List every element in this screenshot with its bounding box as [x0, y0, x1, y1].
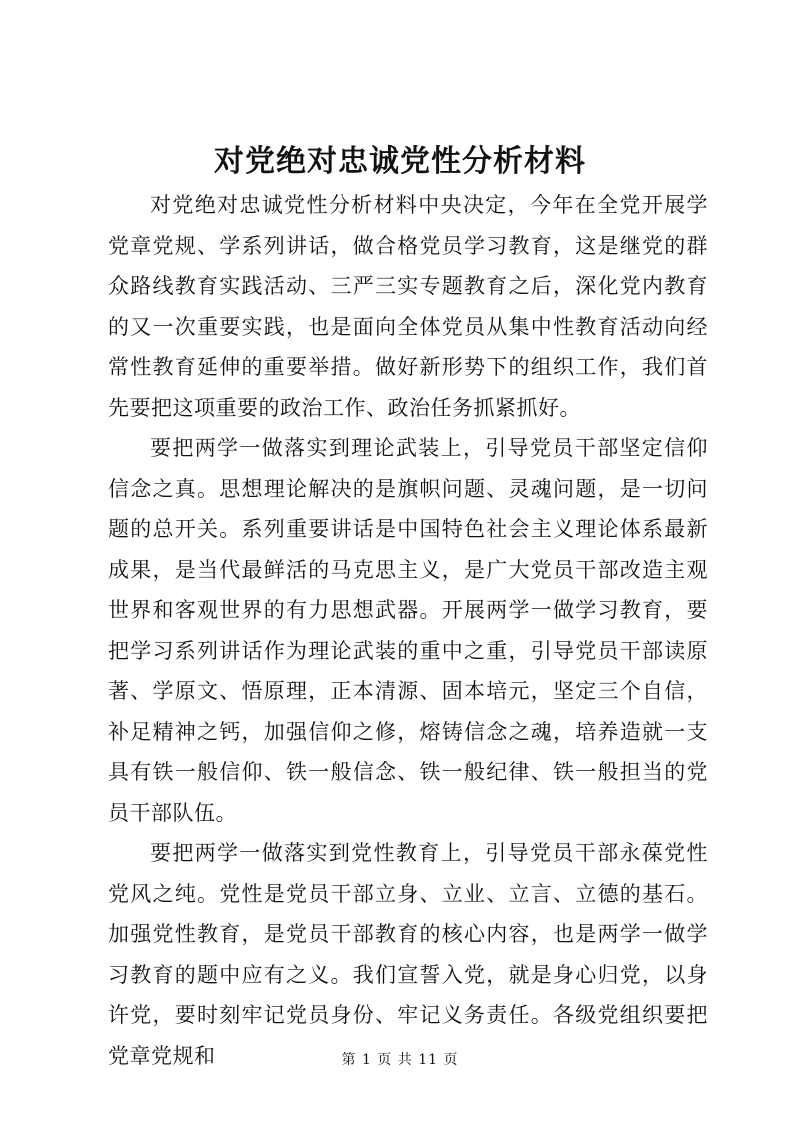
paragraph-3: 要把两学一做落实到党性教育上，引导党员干部永葆党性党风之纯。党性是党员干部立身、立业、立言、立德的基石。加强党性教育，是党员干部教育的核心内容，也是两学一做学习教育的题中应有之义。我们宣誓入党，就是身心归党，以身许党，要时刻牢记党员身份、牢记义务责任。各级党组织要把党章党规和: [108, 841, 708, 1068]
page-number-footer: 第 1 页 共 11 页: [341, 1052, 459, 1068]
document-body: [108, 185, 708, 1076]
paragraph-2: 要把两学一做落实到理论武装上，引导党员干部坚定信仰信念之真。思想理论解决的是旗帜问题、灵魂问题，是一切问题的总开关。系列重要讲话是中国特色社会主义理论体系最新成果，是当代最鲜活的马克思主义，是广大党员干部改造主观世界和客观世界的有力思想武器。开展两学一做学习教育，要把学习系列讲话作为理论武装的重中之重，引导党员干部读原著、学原文、悟原理，正本清源、固本培元，坚定三个自信，补足精神之钙，加强信仰之修，熔铸信念之魂，培养造就一支具有铁一般信仰、铁一般信念、铁一般纪律、铁一般担当的党员干部队伍。: [108, 436, 708, 825]
document-title: 对党绝对忠诚党性分析材料: [214, 144, 586, 179]
paragraph-1: 对党绝对忠诚党性分析材料中央决定，今年在全党开展学党章党规、学系列讲话，做合格党员学习教育，这是继党的群众路线教育实践活动、三严三实专题教育之后，深化党内教育的又一次重要实践，也是面向全体党员从集中性教育活动向经常性教育延伸的重要举措。做好新形势下的组织工作，我们首先要把这项重要的政治工作、政治任务抓紧抓好。: [108, 193, 708, 420]
